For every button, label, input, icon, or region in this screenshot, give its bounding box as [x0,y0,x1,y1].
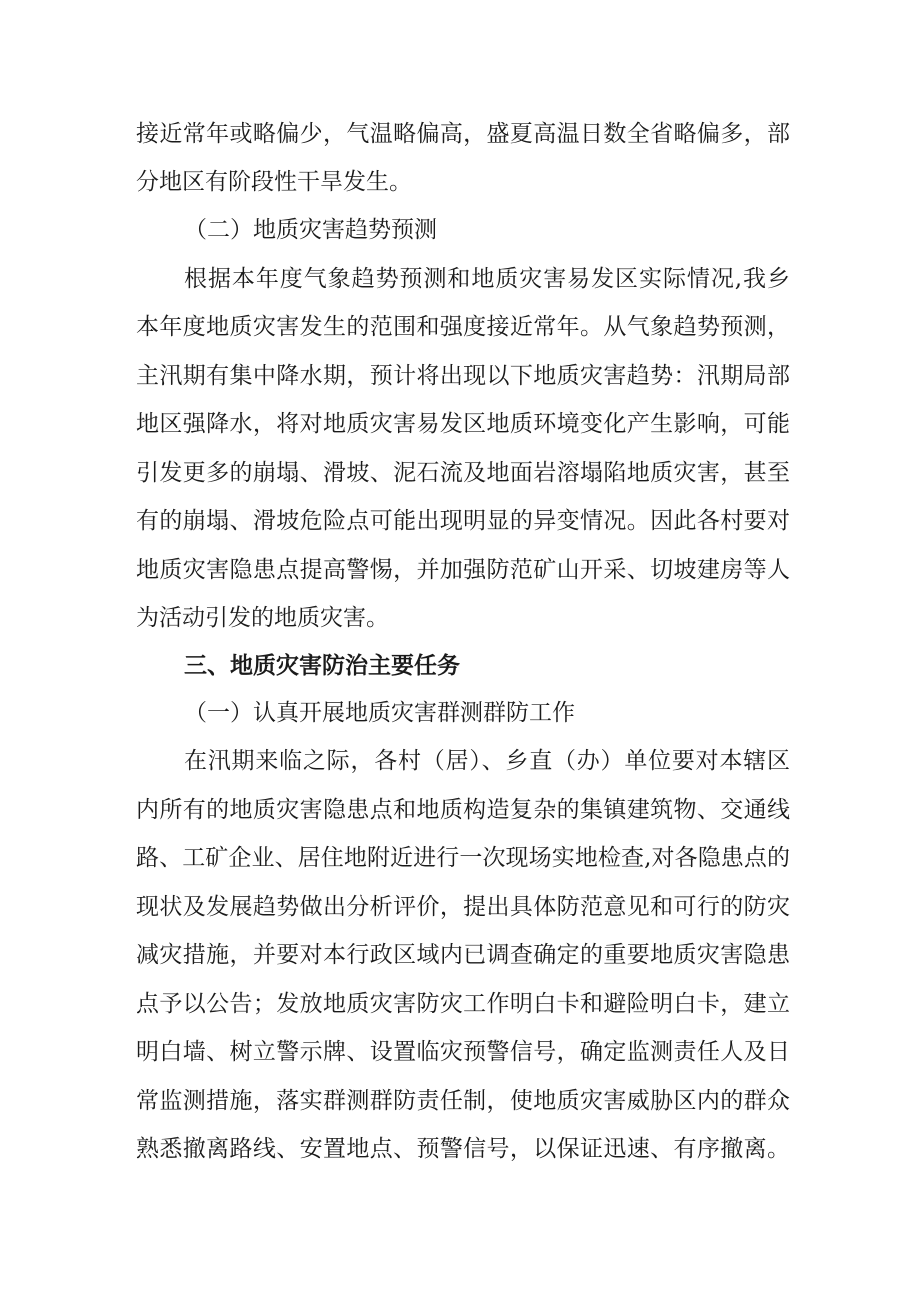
paragraph-line: 常监测措施，落实群测群防责任制，使地质灾害威胁区内的群众 [136,1088,790,1114]
paragraph-line: 根据本年度气象趋势预测和地质灾害易发区实际情况,我乡 [184,266,790,292]
paragraph-line: 地区强降水，将对地质灾害易发区地质环境变化产生影响，可能 [136,411,790,437]
paragraph-line: 地质灾害隐患点提高警惕，并加强防范矿山开采、切坡建房等人 [136,557,790,583]
paragraph-line: 分地区有阶段性干旱发生。 [136,169,412,195]
paragraph-line: 熟悉撤离路线、安置地点、预警信号，以保证迅速、有序撤离。 [136,1136,790,1162]
paragraph-line: 接近常年或略偏少，气温略偏高，盛夏高温日数全省略偏多，部 [136,121,790,147]
section-subheading: （一）认真开展地质灾害群测群防工作 [184,700,575,726]
paragraph-line: 为活动引发的地质灾害。 [136,605,389,631]
paragraph-line: 现状及发展趋势做出分析评价，提出具体防范意见和可行的防灾 [136,894,790,920]
paragraph-line: 引发更多的崩塌、滑坡、泥石流及地面岩溶塌陷地质灾害，甚至 [136,460,790,486]
section-heading: 三、地质灾害防治主要任务 [184,653,460,679]
paragraph-line: 有的崩塌、滑坡危险点可能出现明显的异变情况。因此各村要对 [136,508,790,534]
paragraph-line: 明白墙、树立警示牌、设置临灾预警信号，确定监测责任人及日 [136,1039,790,1065]
paragraph-line: 路、工矿企业、居住地附近进行一次现场实地检查,对各隐患点的 [136,845,790,871]
paragraph-line: 内所有的地质灾害隐患点和地质构造复杂的集镇建筑物、交通线 [136,797,790,823]
paragraph-line: 点予以公告；发放地质灾害防灾工作明白卡和避险明白卡，建立 [136,991,790,1017]
paragraph-line: 在汛期来临之际，各村（居）、乡直（办）单位要对本辖区 [184,748,790,774]
paragraph-line: 本年度地质灾害发生的范围和强度接近常年。从气象趋势预测， [136,314,790,340]
section-subheading: （二）地质灾害趋势预测 [184,217,437,243]
paragraph-line: 主汛期有集中降水期，预计将出现以下地质灾害趋势：汛期局部 [136,363,790,389]
paragraph-line: 减灾措施，并要对本行政区域内已调查确定的重要地质灾害隐患 [136,942,790,968]
